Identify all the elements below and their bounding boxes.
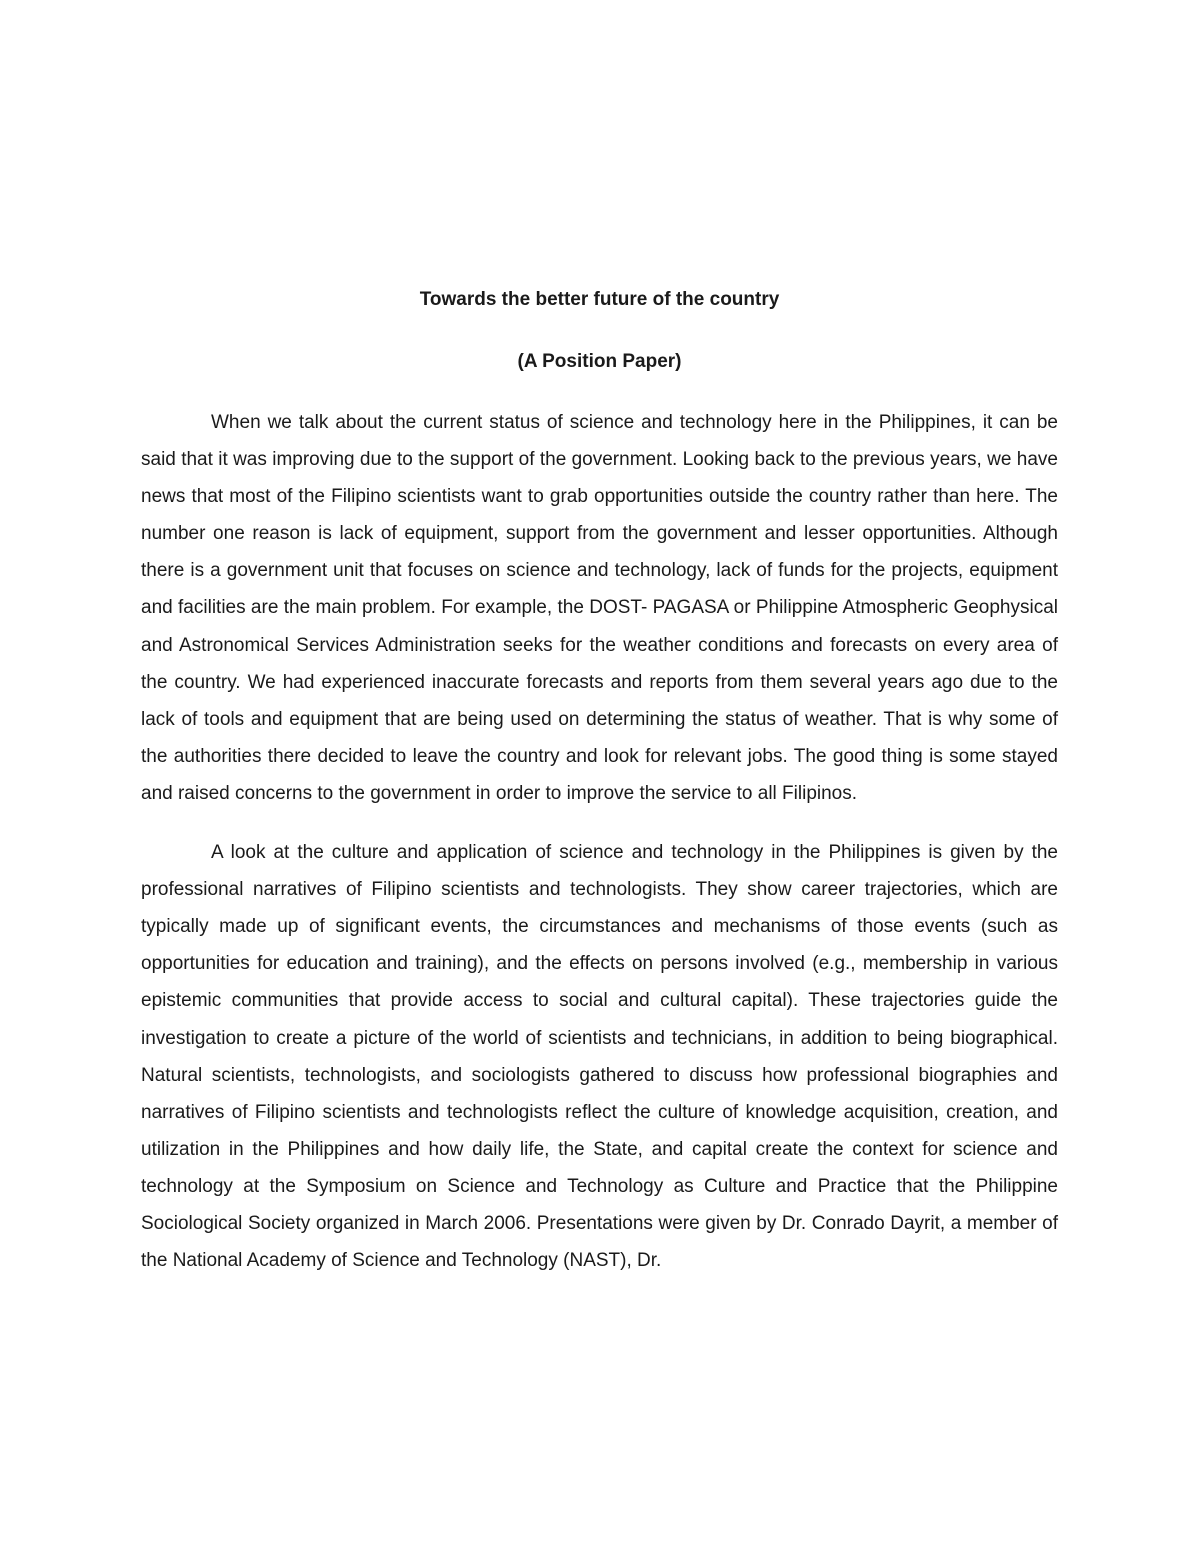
document-title: Towards the better future of the country	[419, 289, 780, 310]
paragraph-current-status: When we talk about the current status of science and technology here in the Philippines, it can be said that it was improving due to the support of the government. Looking back to the previous years, we have news that most of the Filipino scientists want to grab opportunities outside the country rather than here. The number one reason is lack of equipment, support from the government and lesser opportunities. Although there is a government unit that focuses on science and technology, lack of funds for the projects, equipment and facilities are the main problem. For example, the DOST- PAGASA or Philippine Atmospheric Geophysical and Astronomical Services Administration seeks for the weather conditions and forecasts on every area of the country. We had experienced inaccurate forecasts and reports from them several years ago due to the lack of tools and equipment that are being used on determining the status of weather. That is why some of the authorities there decided to leave the country and look for relevant jobs. The good thing is some stayed and raised concerns to the government in order to improve the service to all Filipinos.	[141, 412, 1058, 804]
document-body	[141, 284, 1058, 1279]
document-subtitle: (A Position Paper)	[517, 351, 682, 372]
paragraph-culture-application: A look at the culture and application of science and technology in the Philippines is given by the professional narratives of Filipino scientists and technologists. They show career trajectories, which are typically made up of significant events, the circumstances and mechanisms of those events (such as opportunities for education and training), and the effects on persons involved (e.g., membership in various epistemic communities that provide access to social and cultural capital). These trajectories guide the investigation to create a picture of the world of scientists and technicians, in addition to being biographical. Natural scientists, technologists, and sociologists gathered to discuss how professional biographies and narratives of Filipino scientists and technologists reflect the culture of knowledge acquisition, creation, and utilization in the Philippines and how daily life, the State, and capital create the context for science and technology at the Symposium on Science and Technology as Culture and Practice that the Philippine Sociological Society organized in March 2006. Presentations were given by Dr. Conrado Dayrit, a member of the National Academy of Science and Technology (NAST), Dr.	[141, 842, 1058, 1272]
